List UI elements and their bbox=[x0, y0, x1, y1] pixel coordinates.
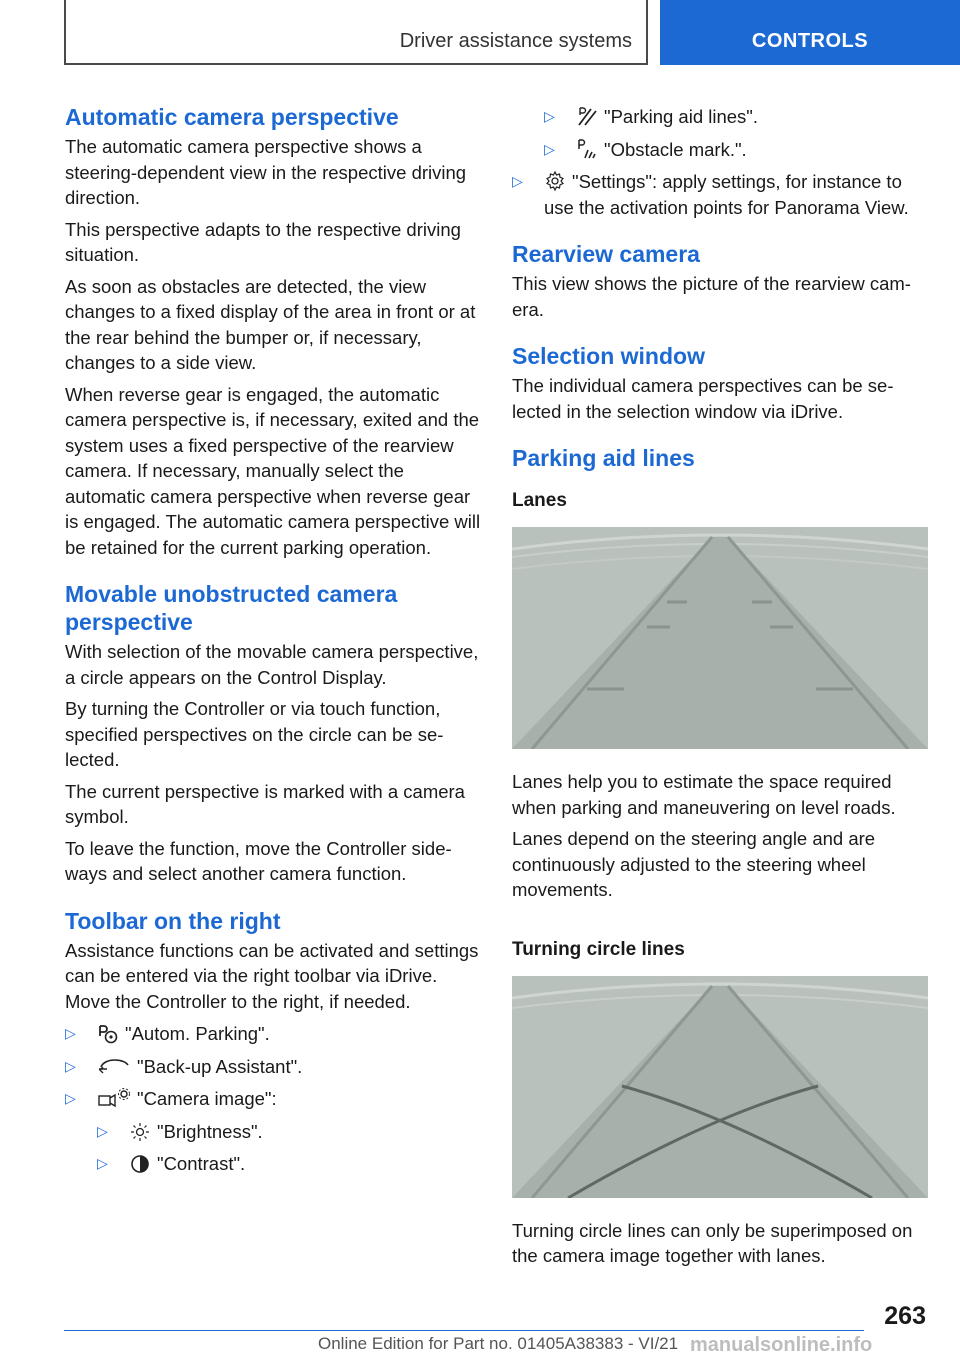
bullet-icon: ▷ bbox=[544, 108, 555, 124]
heading-parking-aid-lines: Parking aid lines bbox=[512, 445, 695, 471]
left-column bbox=[65, 100, 483, 1177]
back-up-assistant-icon bbox=[97, 1057, 131, 1077]
list-item-label: "Contrast". bbox=[157, 1153, 246, 1174]
heading-automatic-camera: Automatic camera perspective bbox=[65, 104, 399, 130]
chapter-title: CONTROLS bbox=[751, 30, 869, 52]
paragraph: To leave the function, move the Controller sideways and select another camera function. bbox=[65, 837, 452, 884]
list-item-obstacle-mark bbox=[544, 137, 930, 163]
list-item-camera-image bbox=[65, 1086, 483, 1112]
bullet-icon: ▷ bbox=[97, 1155, 108, 1171]
list-item-settings bbox=[512, 169, 930, 220]
page-header bbox=[64, 0, 960, 65]
chapter-tab bbox=[660, 0, 960, 65]
gear-icon bbox=[544, 170, 566, 192]
heading-selection-window: Selection window bbox=[512, 343, 705, 369]
section-tab bbox=[64, 0, 648, 65]
brightness-icon bbox=[129, 1122, 151, 1142]
right-column bbox=[512, 100, 930, 1275]
list-item-label: "Settings": apply settings, for instance to use the activation points for Panorama View. bbox=[544, 171, 909, 218]
subheading-lanes: Lanes bbox=[512, 490, 567, 511]
contrast-icon bbox=[129, 1154, 151, 1174]
paragraph: The current perspective is marked with a camera symbol. bbox=[65, 780, 465, 827]
bullet-icon: ▷ bbox=[65, 1025, 76, 1041]
parking-aid-lines-icon bbox=[576, 105, 598, 127]
lanes-camera-image bbox=[512, 527, 928, 749]
paragraph: When reverse gear is engaged, the automatic camera perspective is, if necessary, exited and the system uses a fixed perspective of the rearview camera. If necessary, manually select the automatic camera perspective when reverse gear is engaged. The automatic camera perspective will be retained for the current parking operation. bbox=[65, 383, 481, 558]
list-item-brightness bbox=[97, 1119, 483, 1145]
bullet-icon: ▷ bbox=[65, 1090, 76, 1106]
list-item-autom-parking bbox=[65, 1021, 483, 1047]
page-number: 263 bbox=[884, 1302, 926, 1330]
list-item-label: "Camera image": bbox=[137, 1088, 277, 1109]
footer-divider bbox=[64, 1330, 864, 1331]
list-item-parking-aid-lines bbox=[544, 104, 930, 130]
turning-circle-camera-image bbox=[512, 976, 928, 1198]
list-item-label: "Autom. Parking". bbox=[125, 1023, 270, 1044]
bullet-icon: ▷ bbox=[544, 140, 555, 157]
camera-settings-icon bbox=[97, 1087, 131, 1109]
paragraph: Lanes depend on the steering angle and are continuously adjusted to the steering wheel movements. bbox=[512, 828, 876, 900]
bullet-icon: ▷ bbox=[65, 1057, 76, 1074]
paragraph: The automatic camera perspective shows a steering-dependent view in the respective driving direction. bbox=[65, 136, 467, 208]
bullet-icon: ▷ bbox=[512, 173, 523, 189]
auto-parking-icon bbox=[97, 1024, 119, 1044]
section-title: Driver assistance systems bbox=[399, 30, 632, 52]
paragraph: This view shows the picture of the rearview camera. bbox=[512, 273, 911, 320]
paragraph: As soon as obstacles are detected, the view changes to a fixed display of the area in front or at the rear behind the bumper or, if necessary, changes to a side view. bbox=[65, 275, 476, 373]
list-item-label: "Brightness". bbox=[157, 1120, 263, 1142]
paragraph: With selection of the movable camera perspective, a circle appears on the Control Display. bbox=[65, 641, 479, 688]
edition-note: Online Edition for Part no. 01405A38383 - VI/21 bbox=[318, 1334, 679, 1353]
obstacle-mark-icon bbox=[576, 138, 598, 160]
paragraph: By turning the Controller or via touch function, specified perspectives on the circle can be selected. bbox=[65, 698, 444, 770]
subheading-turning-circle-lines: Turning circle lines bbox=[512, 938, 685, 960]
list-item-label: "Obstacle mark.". bbox=[604, 138, 747, 160]
bullet-icon: ▷ bbox=[97, 1122, 108, 1139]
paragraph: Lanes help you to estimate the space required when parking and maneuvering on level roads. bbox=[512, 771, 896, 818]
list-item-backup-assistant bbox=[65, 1054, 483, 1080]
paragraph: This perspective adapts to the respective driving situation. bbox=[65, 218, 461, 265]
paragraph: Assistance functions can be activated and settings can be entered via the right toolbar via iDrive. Move the Controller to the right, if needed. bbox=[65, 939, 479, 1012]
watermark: manualsonline.info bbox=[690, 1334, 873, 1356]
list-item-label: "Parking aid lines". bbox=[604, 106, 759, 127]
paragraph: Turning circle lines can only be superimposed on the camera image together with lanes. bbox=[512, 1219, 913, 1266]
heading-movable-camera: Movable unobstructed camera perspective bbox=[65, 581, 398, 635]
heading-toolbar: Toolbar on the right bbox=[65, 907, 281, 934]
list-item-contrast bbox=[97, 1151, 483, 1177]
heading-rearview-camera: Rearview camera bbox=[512, 241, 700, 267]
list-item-label: "Back-up Assistant". bbox=[137, 1055, 303, 1077]
paragraph: The individual camera perspectives can be selected in the selection window via iDrive. bbox=[512, 375, 894, 422]
